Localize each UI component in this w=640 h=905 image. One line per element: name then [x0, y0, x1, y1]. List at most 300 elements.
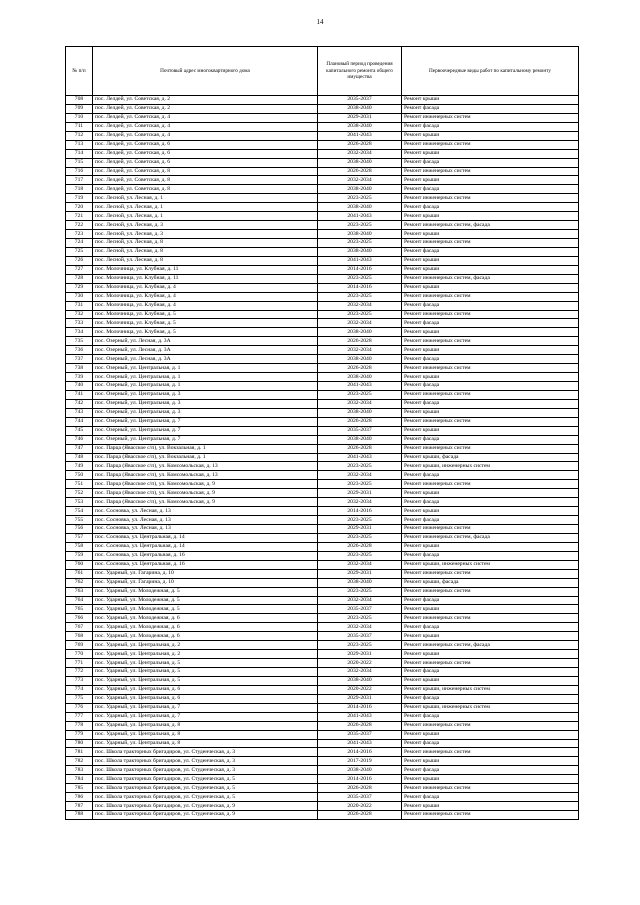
row-works: Ремонт крыши, инженерных систем — [402, 462, 579, 471]
row-number: 748 — [66, 453, 93, 462]
table-row — [66, 721, 579, 730]
row-address: пос. Парца (Явасское с/п), ул. Вокзальная, д. 1 — [93, 453, 318, 462]
row-period: 2041-2043 — [318, 739, 402, 748]
row-works: Ремонт крыши — [402, 131, 579, 140]
row-address: пос. Сосновка, ул. Лесная, д. 13 — [93, 525, 318, 534]
row-number: 750 — [66, 471, 93, 480]
table-row — [66, 185, 579, 194]
row-period: 2029-2031 — [318, 650, 402, 659]
row-works: Ремонт фасада — [402, 247, 579, 256]
row-address: пос. Озерный, ул. Центральная, д. 3 — [93, 408, 318, 417]
row-period: 2038-2040 — [318, 328, 402, 337]
row-period: 2032-2034 — [318, 319, 402, 328]
table-row — [66, 668, 579, 677]
row-address: пос. Ударный, ул. Центральная, д. 8 — [93, 739, 318, 748]
row-period: 2032-2034 — [318, 301, 402, 310]
table-row — [66, 194, 579, 203]
row-period: 2038-2040 — [318, 203, 402, 212]
row-address: пос. Ударный, ул. Центральная, д. 8 — [93, 730, 318, 739]
row-works: Ремонт крыши, фасада — [402, 453, 579, 462]
row-address: пос. Парца (Явасское с/п), ул. Комсомольская, д. 9 — [93, 480, 318, 489]
row-works: Ремонт крыши — [402, 802, 579, 811]
row-address: пос. Озерный, ул. Лесная, д. 3А — [93, 355, 318, 364]
row-works: Ремонт крыши, инженерных систем — [402, 703, 579, 712]
row-number: 710 — [66, 113, 93, 122]
row-period: 2023-2025 — [318, 480, 402, 489]
table-row — [66, 739, 579, 748]
row-works: Ремонт фасада — [402, 551, 579, 560]
row-address: пос. Парца (Явасское с/п), ул. Комсомольская, д. 13 — [93, 462, 318, 471]
row-address: пос. Ударный, ул. Молодежная, д. 6 — [93, 623, 318, 632]
row-address: пос. Лесной, ул. Лесная, д. 8 — [93, 256, 318, 265]
table-row — [66, 793, 579, 802]
row-period: 2035-2037 — [318, 730, 402, 739]
table-row — [66, 167, 579, 176]
table-row — [66, 578, 579, 587]
row-address: пос. Ударный, ул. Центральная, д. 5 — [93, 676, 318, 685]
row-period: 2041-2043 — [318, 131, 402, 140]
row-number: 709 — [66, 104, 93, 113]
row-address: пос. Школа тракторных бригадиров, ул. Студенческая, д. 3 — [93, 766, 318, 775]
table-row — [66, 605, 579, 614]
table-row — [66, 203, 579, 212]
row-address: пос. Озерный, ул. Центральная, д. 3 — [93, 390, 318, 399]
table-row — [66, 766, 579, 775]
row-period: 2026-2028 — [318, 364, 402, 373]
table-row — [66, 104, 579, 113]
row-address: пос. Ударный, ул. Молодежная, д. 6 — [93, 614, 318, 623]
row-number: 761 — [66, 569, 93, 578]
row-number: 781 — [66, 748, 93, 757]
row-address: пос. Лесной, ул. Лесная, д. 3 — [93, 221, 318, 230]
row-works: Ремонт инженерных систем — [402, 784, 579, 793]
row-number: 724 — [66, 239, 93, 248]
row-period: 2026-2028 — [318, 784, 402, 793]
row-works: Ремонт инженерных систем — [402, 239, 579, 248]
row-number: 765 — [66, 605, 93, 614]
table-row — [66, 533, 579, 542]
table-row — [66, 113, 579, 122]
row-works: Ремонт инженерных систем — [402, 748, 579, 757]
row-period: 2035-2037 — [318, 793, 402, 802]
row-works: Ремонт инженерных систем — [402, 390, 579, 399]
row-works: Ремонт фасада — [402, 766, 579, 775]
row-address: пос. Лелдей, ул. Советская, д. 6 — [93, 140, 318, 149]
table-row — [66, 748, 579, 757]
row-address: пос. Сосновка, ул. Лесная, д. 13 — [93, 516, 318, 525]
table-row — [66, 498, 579, 507]
row-number: 717 — [66, 176, 93, 185]
table-row — [66, 551, 579, 560]
row-number: 770 — [66, 650, 93, 659]
row-number: 753 — [66, 498, 93, 507]
row-number: 721 — [66, 212, 93, 221]
row-address: пос. Ударный, ул. Центральная, д. 6 — [93, 694, 318, 703]
row-number: 754 — [66, 507, 93, 516]
row-works: Ремонт фасада — [402, 301, 579, 310]
row-address: пос. Молочница, ул. Клубная, д. 11 — [93, 274, 318, 283]
row-address: пос. Лелдей, ул. Советская, д. 8 — [93, 176, 318, 185]
row-address: пос. Молочница, ул. Клубная, д. 5 — [93, 310, 318, 319]
row-works: Ремонт крыши — [402, 730, 579, 739]
row-number: 716 — [66, 167, 93, 176]
row-address: пос. Лелдей, ул. Советская, д. 4 — [93, 122, 318, 131]
row-period: 2038-2040 — [318, 676, 402, 685]
row-number: 720 — [66, 203, 93, 212]
table-row — [66, 310, 579, 319]
row-works: Ремонт инженерных систем — [402, 113, 579, 122]
row-works: Ремонт крыши — [402, 757, 579, 766]
row-works: Ремонт фасада — [402, 355, 579, 364]
row-address: пос. Ударный, ул. Гагарина, д. 10 — [93, 578, 318, 587]
row-works: Ремонт крыши — [402, 542, 579, 551]
row-works: Ремонт крыши — [402, 212, 579, 221]
row-address: пос. Лелдей, ул. Советская, д. 6 — [93, 149, 318, 158]
table-row — [66, 247, 579, 256]
table-row — [66, 694, 579, 703]
row-works: Ремонт крыши — [402, 676, 579, 685]
row-period: 2032-2034 — [318, 623, 402, 632]
row-works: Ремонт фасада — [402, 498, 579, 507]
table-row — [66, 337, 579, 346]
row-period: 2038-2040 — [318, 408, 402, 417]
table-row — [66, 507, 579, 516]
row-address: пос. Школа тракторных бригадиров, ул. Студенческая, д. 9 — [93, 811, 318, 820]
row-works: Ремонт крыши — [402, 283, 579, 292]
row-period: 2023-2025 — [318, 551, 402, 560]
row-period: 2023-2025 — [318, 516, 402, 525]
row-works: Ремонт фасада — [402, 793, 579, 802]
row-address: пос. Лелдей, ул. Советская, д. 2 — [93, 104, 318, 113]
table-row — [66, 355, 579, 364]
table-row — [66, 453, 579, 462]
row-address: пос. Сосновка, ул. Лесная, д. 13 — [93, 507, 318, 516]
table-row — [66, 525, 579, 534]
table-row — [66, 730, 579, 739]
row-address: пос. Лелдей, ул. Советская, д. 2 — [93, 96, 318, 105]
row-number: 730 — [66, 292, 93, 301]
row-address: пос. Парца (Явасское с/п), ул. Комсомольская, д. 9 — [93, 498, 318, 507]
row-address: пос. Молочница, ул. Клубная, д. 5 — [93, 328, 318, 337]
row-number: 773 — [66, 676, 93, 685]
row-works: Ремонт фасада — [402, 104, 579, 113]
row-period: 2014-2016 — [318, 507, 402, 516]
header-period: Плановый период проведения капитального ремонта общего имущества — [318, 47, 402, 96]
row-works: Ремонт инженерных систем — [402, 525, 579, 534]
row-works: Ремонт фасада — [402, 319, 579, 328]
row-number: 722 — [66, 221, 93, 230]
table-row — [66, 212, 579, 221]
row-period: 2026-2028 — [318, 167, 402, 176]
row-address: пос. Молочница, ул. Клубная, д. 4 — [93, 292, 318, 301]
row-number: 736 — [66, 346, 93, 355]
row-number: 728 — [66, 274, 93, 283]
row-number: 767 — [66, 623, 93, 632]
row-address: пос. Лелдей, ул. Советская, д. 6 — [93, 158, 318, 167]
header-works: Первоочередные виды работ по капитальному ремонту — [402, 47, 579, 96]
row-period: 2023-2025 — [318, 310, 402, 319]
row-period: 2023-2025 — [318, 221, 402, 230]
page-number: 14 — [316, 18, 324, 26]
row-period: 2038-2040 — [318, 185, 402, 194]
row-number: 787 — [66, 802, 93, 811]
row-works: Ремонт крыши, фасада — [402, 578, 579, 587]
row-period: 2017-2019 — [318, 757, 402, 766]
row-works: Ремонт крыши — [402, 775, 579, 784]
row-works: Ремонт инженерных систем — [402, 480, 579, 489]
row-works: Ремонт крыши, инженерных систем — [402, 560, 579, 569]
table-row — [66, 265, 579, 274]
table-row — [66, 685, 579, 694]
row-period: 2038-2040 — [318, 122, 402, 131]
row-number: 715 — [66, 158, 93, 167]
table-row — [66, 775, 579, 784]
table-row — [66, 319, 579, 328]
row-number: 756 — [66, 525, 93, 534]
row-number: 766 — [66, 614, 93, 623]
row-period: 2035-2037 — [318, 96, 402, 105]
table-row — [66, 283, 579, 292]
row-works: Ремонт инженерных систем — [402, 140, 579, 149]
row-number: 743 — [66, 408, 93, 417]
table-row — [66, 426, 579, 435]
row-period: 2032-2034 — [318, 149, 402, 158]
row-works: Ремонт инженерных систем — [402, 194, 579, 203]
table-row — [66, 802, 579, 811]
row-period: 2032-2034 — [318, 560, 402, 569]
row-works: Ремонт крыши — [402, 328, 579, 337]
row-works: Ремонт фасада — [402, 435, 579, 444]
table-row — [66, 364, 579, 373]
row-period: 2032-2034 — [318, 668, 402, 677]
row-address: пос. Школа тракторных бригадиров, ул. Студенческая, д. 3 — [93, 748, 318, 757]
row-works: Ремонт инженерных систем — [402, 587, 579, 596]
row-address: пос. Молочница, ул. Клубная, д. 11 — [93, 265, 318, 274]
row-number: 737 — [66, 355, 93, 364]
row-period: 2026-2028 — [318, 417, 402, 426]
table-row — [66, 542, 579, 551]
row-period: 2038-2040 — [318, 435, 402, 444]
row-period: 2038-2040 — [318, 373, 402, 382]
row-number: 718 — [66, 185, 93, 194]
row-address: пос. Лелдей, ул. Советская, д. 8 — [93, 167, 318, 176]
row-works: Ремонт фасада — [402, 596, 579, 605]
table-body — [66, 96, 579, 820]
row-works: Ремонт инженерных систем — [402, 310, 579, 319]
row-number: 740 — [66, 382, 93, 391]
row-works: Ремонт крыши — [402, 632, 579, 641]
row-number: 712 — [66, 131, 93, 140]
table-row — [66, 328, 579, 337]
table-header-row — [66, 47, 579, 96]
row-number: 738 — [66, 364, 93, 373]
row-address: пос. Озерный, ул. Лесная, д. 3А — [93, 337, 318, 346]
row-works: Ремонт инженерных систем — [402, 417, 579, 426]
row-works: Ремонт инженерных систем — [402, 337, 579, 346]
table-row — [66, 712, 579, 721]
row-number: 757 — [66, 533, 93, 542]
row-address: пос. Парца (Явасское с/п), ул. Комсомольская, д. 13 — [93, 471, 318, 480]
row-period: 2038-2040 — [318, 230, 402, 239]
row-period: 2038-2040 — [318, 766, 402, 775]
row-number: 725 — [66, 247, 93, 256]
row-number: 775 — [66, 694, 93, 703]
row-address: пос. Лесной, ул. Лесная, д. 1 — [93, 203, 318, 212]
row-works: Ремонт крыши — [402, 489, 579, 498]
row-works: Ремонт фасада — [402, 712, 579, 721]
row-works: Ремонт фасада — [402, 623, 579, 632]
row-address: пос. Ударный, ул. Молодежная, д. 6 — [93, 632, 318, 641]
row-address: пос. Лелдей, ул. Советская, д. 4 — [93, 113, 318, 122]
row-works: Ремонт крыши — [402, 650, 579, 659]
row-works: Ремонт крыши — [402, 507, 579, 516]
row-number: 742 — [66, 399, 93, 408]
row-address: пос. Школа тракторных бригадиров, ул. Студенческая, д. 5 — [93, 793, 318, 802]
table-row — [66, 140, 579, 149]
row-period: 2029-2031 — [318, 694, 402, 703]
row-works: Ремонт инженерных систем, фасада — [402, 274, 579, 283]
row-period: 2014-2016 — [318, 283, 402, 292]
row-works: Ремонт инженерных систем, фасада — [402, 641, 579, 650]
row-number: 759 — [66, 551, 93, 560]
row-works: Ремонт крыши — [402, 96, 579, 105]
row-address: пос. Ударный, ул. Центральная, д. 7 — [93, 712, 318, 721]
row-number: 749 — [66, 462, 93, 471]
table-row — [66, 274, 579, 283]
table-row — [66, 444, 579, 453]
row-number: 714 — [66, 149, 93, 158]
row-number: 752 — [66, 489, 93, 498]
table-row — [66, 399, 579, 408]
table-row — [66, 122, 579, 131]
table-row — [66, 560, 579, 569]
row-period: 2023-2025 — [318, 292, 402, 301]
table-row — [66, 131, 579, 140]
table-row — [66, 256, 579, 265]
row-period: 2038-2040 — [318, 355, 402, 364]
row-works: Ремонт фасада — [402, 471, 579, 480]
row-address: пос. Сосновка, ул. Центральная, д. 14 — [93, 533, 318, 542]
row-address: пос. Лесной, ул. Лесная, д. 8 — [93, 239, 318, 248]
row-works: Ремонт инженерных систем — [402, 444, 579, 453]
row-number: 755 — [66, 516, 93, 525]
table-row — [66, 757, 579, 766]
row-address: пос. Школа тракторных бригадиров, ул. Студенческая, д. 5 — [93, 775, 318, 784]
row-period: 2023-2025 — [318, 239, 402, 248]
row-number: 760 — [66, 560, 93, 569]
row-period: 2029-2031 — [318, 569, 402, 578]
row-address: пос. Озерный, ул. Центральная, д. 7 — [93, 417, 318, 426]
row-address: пос. Ударный, ул. Центральная, д. 2 — [93, 650, 318, 659]
row-address: пос. Парца (Явасское с/п), ул. Вокзальная, д. 1 — [93, 444, 318, 453]
row-address: пос. Озерный, ул. Центральная, д. 3 — [93, 399, 318, 408]
row-period: 2023-2025 — [318, 194, 402, 203]
header-num: № п/п — [66, 47, 93, 96]
table-row — [66, 176, 579, 185]
row-address: пос. Озерный, ул. Центральная, д. 1 — [93, 382, 318, 391]
table-row — [66, 346, 579, 355]
row-number: 780 — [66, 739, 93, 748]
row-works: Ремонт инженерных систем — [402, 614, 579, 623]
row-number: 734 — [66, 328, 93, 337]
table-row — [66, 569, 579, 578]
row-period: 2023-2025 — [318, 390, 402, 399]
row-number: 745 — [66, 426, 93, 435]
row-number: 729 — [66, 283, 93, 292]
table-row — [66, 703, 579, 712]
row-number: 711 — [66, 122, 93, 131]
row-number: 727 — [66, 265, 93, 274]
row-period: 2023-2025 — [318, 587, 402, 596]
row-address: пос. Школа тракторных бригадиров, ул. Студенческая, д. 5 — [93, 784, 318, 793]
row-number: 771 — [66, 659, 93, 668]
row-number: 758 — [66, 542, 93, 551]
row-address: пос. Ударный, ул. Центральная, д. 2 — [93, 641, 318, 650]
row-period: 2032-2034 — [318, 176, 402, 185]
row-address: пос. Школа тракторных бригадиров, ул. Студенческая, д. 3 — [93, 757, 318, 766]
row-address: пос. Лесной, ул. Лесная, д. 3 — [93, 230, 318, 239]
row-number: 723 — [66, 230, 93, 239]
row-period: 2014-2016 — [318, 775, 402, 784]
row-period: 2023-2025 — [318, 274, 402, 283]
row-period: 2026-2028 — [318, 721, 402, 730]
row-works: Ремонт фасада — [402, 122, 579, 131]
table-row — [66, 659, 579, 668]
row-number: 779 — [66, 730, 93, 739]
row-number: 783 — [66, 766, 93, 775]
row-period: 2038-2040 — [318, 578, 402, 587]
table-row — [66, 417, 579, 426]
row-number: 776 — [66, 703, 93, 712]
row-number: 764 — [66, 596, 93, 605]
table-row — [66, 811, 579, 820]
row-number: 733 — [66, 319, 93, 328]
row-address: пос. Лесной, ул. Лесная, д. 1 — [93, 194, 318, 203]
row-works: Ремонт крыши — [402, 346, 579, 355]
table-row — [66, 408, 579, 417]
row-address: пос. Парца (Явасское с/п), ул. Комсомольская, д. 9 — [93, 489, 318, 498]
row-number: 774 — [66, 685, 93, 694]
row-number: 777 — [66, 712, 93, 721]
table-row — [66, 158, 579, 167]
row-works: Ремонт крыши — [402, 605, 579, 614]
table-row — [66, 641, 579, 650]
table-row — [66, 623, 579, 632]
table-row — [66, 390, 579, 399]
row-period: 2023-2025 — [318, 462, 402, 471]
row-number: 739 — [66, 373, 93, 382]
row-period: 2035-2037 — [318, 605, 402, 614]
row-address: пос. Сосновка, ул. Центральная, д. 16 — [93, 560, 318, 569]
table-row — [66, 221, 579, 230]
row-period: 2038-2040 — [318, 247, 402, 256]
row-period: 2020-2022 — [318, 659, 402, 668]
row-address: пос. Лелдей, ул. Советская, д. 4 — [93, 131, 318, 140]
row-works: Ремонт крыши — [402, 373, 579, 382]
row-address: пос. Школа тракторных бригадиров, ул. Студенческая, д. 9 — [93, 802, 318, 811]
row-address: пос. Озерный, ул. Центральная, д. 1 — [93, 364, 318, 373]
row-works: Ремонт крыши — [402, 408, 579, 417]
row-works: Ремонт фасада — [402, 382, 579, 391]
table-row — [66, 462, 579, 471]
row-works: Ремонт инженерных систем — [402, 569, 579, 578]
row-period: 2020-2022 — [318, 685, 402, 694]
table-row — [66, 301, 579, 310]
row-works: Ремонт крыши — [402, 149, 579, 158]
row-works: Ремонт инженерных систем — [402, 292, 579, 301]
table-row — [66, 587, 579, 596]
row-number: 747 — [66, 444, 93, 453]
